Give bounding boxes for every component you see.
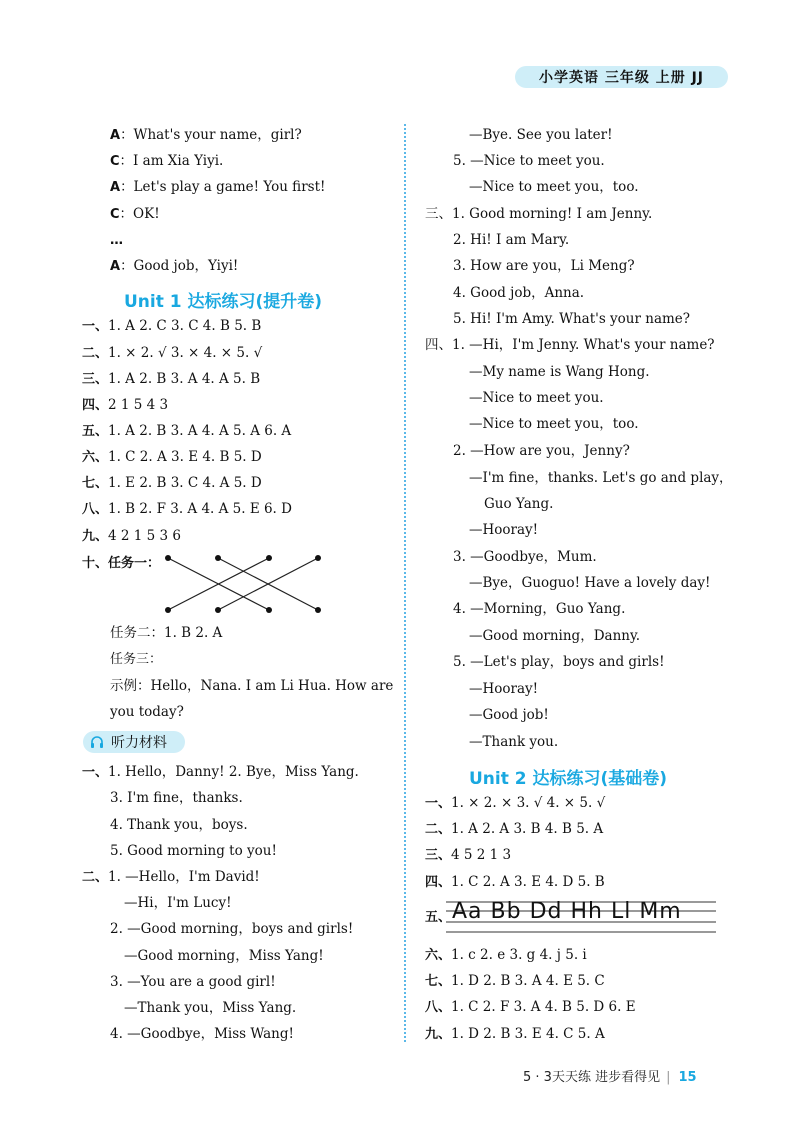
task1-label: 十、任务一： (82, 556, 161, 571)
listening-line: 3. I'm fine，thanks. (110, 790, 243, 806)
task3-label: 任务三： (110, 652, 163, 667)
dialog-line: C：I am Xia Yiyi. (110, 153, 224, 169)
listening-line: 3. —You are a good girl! (110, 974, 276, 990)
right-line: —Nice to meet you，too. (469, 179, 639, 195)
answer-row: 九、1. D 2. B 3. E 4. C 5. A (425, 1026, 605, 1042)
answer-row: 七、1. E 2. B 3. C 4. A 5. D (82, 475, 262, 491)
task2-answer: 任务二：1. B 2. A (110, 625, 223, 641)
dialog-line: A：Let's play a game! You first! (110, 179, 326, 195)
header-tag: 小学英语 三年级 上册 JJ (515, 66, 728, 88)
right-line: 5. —Nice to meet you. (453, 153, 605, 169)
answer-row: 四、2 1 5 4 3 (82, 397, 169, 413)
right-line: 3. How are you，Li Meng? (453, 258, 635, 274)
right-line: —Bye，Guoguo! Have a lovely day! (469, 575, 711, 591)
listening-line: 2. —Good morning，boys and girls! (110, 921, 354, 937)
listening-line: 4. —Goodbye，Miss Wang! (110, 1026, 294, 1042)
example-line: 示例：Hello，Nana. I am Li Hua. How are (110, 678, 394, 694)
right-line: —Nice to meet you，too. (469, 416, 639, 432)
right-line: —Hooray! (469, 681, 539, 697)
answer-row: 九、4 2 1 5 3 6 (82, 528, 182, 544)
matching-diagram (160, 552, 328, 618)
right-line: 2. —How are you，Jenny? (453, 443, 630, 459)
example-line: you today? (110, 704, 184, 720)
dialog-line: … (110, 233, 123, 248)
right-line: —Hooray! (469, 522, 539, 538)
footer: 5 · 3天天练 进步看得见 | 15 (523, 1070, 697, 1085)
right-line: 4. —Morning，Guo Yang. (453, 601, 626, 617)
handwriting-label: 五、 (425, 910, 452, 925)
unit1-section-title: Unit 1 达标练习(提升卷) (124, 292, 323, 312)
right-line: —Nice to meet you. (469, 390, 604, 406)
right-line: —Good job! (469, 707, 549, 723)
dialog-line: C：OK! (110, 206, 160, 222)
listening-line: —Hi，I'm Lucy! (124, 895, 232, 911)
listening-line: 二、1. —Hello，I'm David! (82, 869, 260, 885)
right-line: 3. —Goodbye，Mum. (453, 549, 597, 565)
listening-line: 5. Good morning to you! (110, 843, 277, 859)
right-line: —Good morning，Danny. (469, 628, 641, 644)
dialog-line: A：What's your name，girl? (110, 127, 302, 143)
answer-row: 八、1. C 2. F 3. A 4. B 5. D 6. E (425, 999, 636, 1015)
page-number: 15 (678, 1070, 697, 1085)
answer-row: 三、4 5 2 1 3 (425, 847, 512, 863)
answer-row: 六、1. C 2. A 3. E 4. B 5. D (82, 449, 262, 465)
right-line: 5. —Let's play，boys and girls! (453, 654, 665, 670)
answer-row: 二、1. × 2. √ 3. × 4. × 5. √ (82, 345, 263, 361)
listening-line: —Good morning，Miss Yang! (124, 948, 324, 964)
answer-row: 一、1. A 2. C 3. C 4. B 5. B (82, 318, 262, 334)
right-line: —I'm fine，thanks. Let's go and play， (469, 470, 733, 486)
right-line: 4. Good job，Anna. (453, 285, 585, 301)
dialog-line: A：Good job，Yiyi! (110, 258, 239, 274)
answer-row: 八、1. B 2. F 3. A 4. A 5. E 6. D (82, 501, 292, 517)
right-line: 四、1. —Hi，I'm Jenny. What's your name? (425, 337, 715, 353)
right-line: Guo Yang. (484, 496, 554, 512)
right-line: —Thank you. (469, 734, 559, 750)
headphones-icon (89, 734, 105, 750)
right-line: 2. Hi! I am Mary. (453, 232, 570, 248)
answer-row: 二、1. A 2. A 3. B 4. B 5. A (425, 821, 604, 837)
answer-row: 六、1. c 2. e 3. g 4. j 5. i (425, 947, 587, 963)
answer-row: 四、1. C 2. A 3. E 4. D 5. B (425, 874, 605, 890)
listening-line: —Thank you，Miss Yang. (124, 1000, 297, 1016)
answer-row: 三、1. A 2. B 3. A 4. A 5. B (82, 371, 261, 387)
handwriting-letters: Aa Bb Dd Hh Ll Mm (452, 899, 682, 924)
right-line: —My name is Wang Hong. (469, 364, 650, 380)
column-divider (404, 124, 406, 1042)
footer-brand: 5 · 3天天练 进步看得见 (523, 1070, 661, 1085)
listening-material-tag: 听力材料 (83, 731, 185, 753)
right-line: 三、1. Good morning! I am Jenny. (425, 206, 653, 222)
right-line: —Bye. See you later! (469, 127, 613, 143)
answer-row: 一、1. × 2. × 3. √ 4. × 5. √ (425, 795, 606, 811)
unit2-section-title: Unit 2 达标练习(基础卷) (469, 769, 668, 789)
answer-row: 五、1. A 2. B 3. A 4. A 5. A 6. A (82, 423, 292, 439)
listening-line: 一、1. Hello，Danny! 2. Bye，Miss Yang. (82, 764, 359, 780)
listening-line: 4. Thank you，boys. (110, 817, 248, 833)
answer-row: 七、1. D 2. B 3. A 4. E 5. C (425, 973, 605, 989)
right-line: 5. Hi! I'm Amy. What's your name? (453, 311, 691, 327)
